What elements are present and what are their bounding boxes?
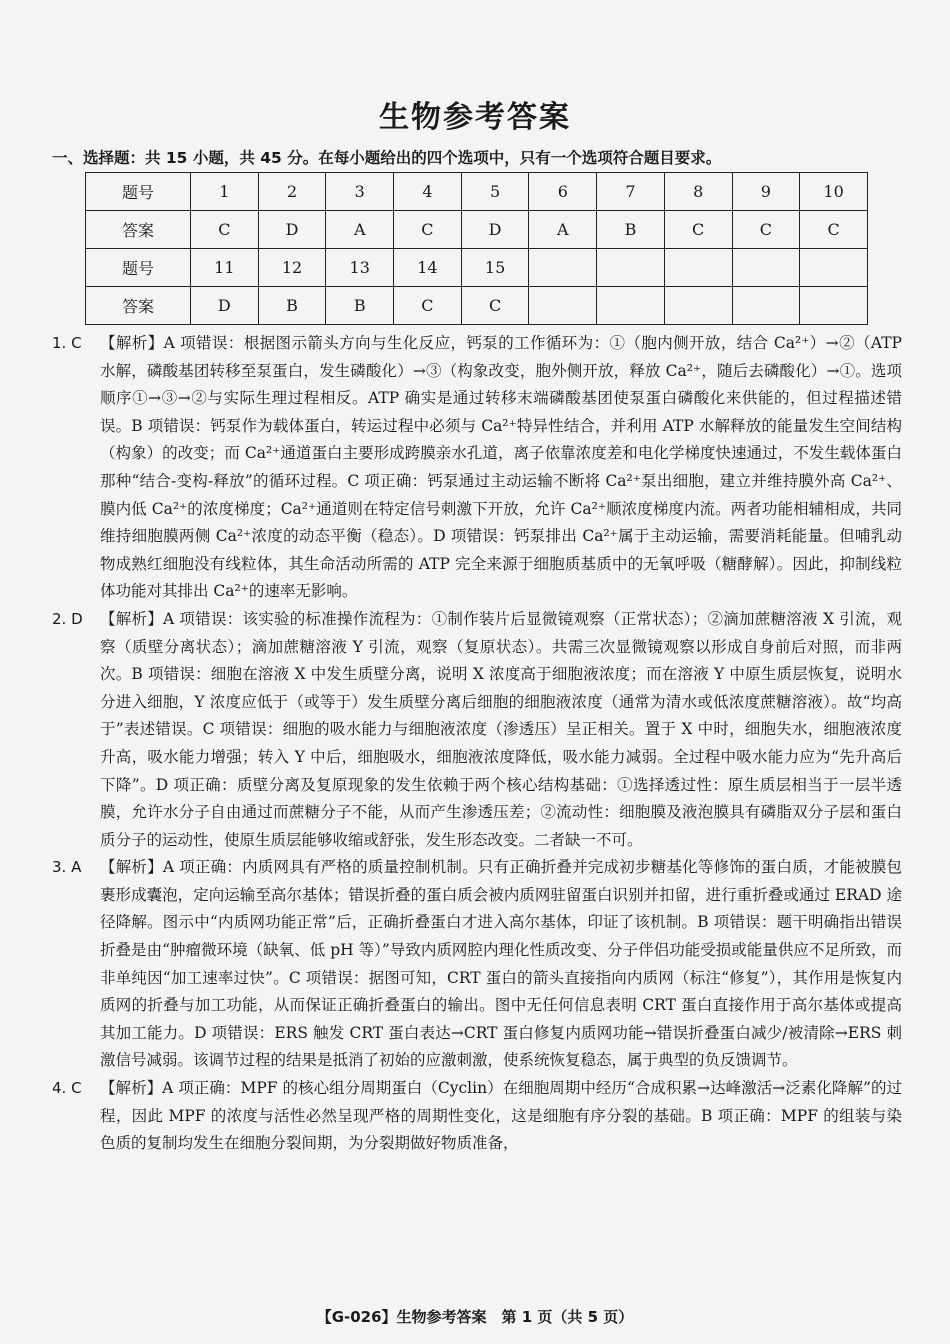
table-cell: 4	[394, 173, 462, 211]
table-cell	[529, 287, 597, 325]
table-cell	[664, 249, 732, 287]
table-cell: 5	[461, 173, 529, 211]
table-cell: 10	[800, 173, 868, 211]
table-cell: 15	[461, 249, 529, 287]
row-header-cell: 答案	[86, 287, 191, 325]
table-cell	[732, 287, 800, 325]
table-cell: 7	[597, 173, 665, 211]
table-cell: 8	[664, 173, 732, 211]
table-cell: 2	[258, 173, 326, 211]
row-header-cell: 题号	[86, 173, 191, 211]
explanation-text: 【解析】A 项错误：该实验的标准操作流程为：①制作装片后显微镜观察（正常状态）；②滴加蔗糖溶液 X 引流，观察（质壁分离状态）；滴加蔗糖溶液 Y 引流，观察（复原状态）。共需三次显微镜观察以形成自身前后对照，而非两次。B 项错误：细胞在溶液 X 中发生质壁分离，说明 X 浓度高于细胞液浓度；而在溶液 Y 中原生质层恢复，说明水分进入细胞，Y 浓度应低于（或等于）发生质壁分离后细胞的细胞液浓度（通常为清水或低浓度蔗糖溶液）。故“均高于”表述错误。C 项错误：细胞的吸水能力与细胞液浓度（渗透压）呈正相关。置于 X 中时，细胞失水，细胞液浓度升高，吸水能力增强；转入 Y 中后，细胞吸水，细胞液浓度降低，吸水能力减弱。全过程中吸水能力应为“先升高后下降”。D 项正确：质壁分离及复原现象的发生依赖于两个核心结构基础：①选择透过性：原生质层相当于一层半透膜，允许水分子自由通过而蔗糖分子不能，从而产生渗透压差；②流动性：细胞膜及液泡膜具有磷脂双分子层和蛋白质分子的运动性，使原生质层能够收缩或舒张，发生形态改变。二者缺一不可。	[100, 609, 902, 849]
explanation-item	[52, 606, 902, 854]
table-cell: 3	[326, 173, 394, 211]
table-cell: D	[191, 287, 259, 325]
question-answer: 3. A	[52, 858, 82, 877]
section-heading: 一、选择题：共 15 小题，共 45 分。在每小题给出的四个选项中，只有一个选项符合题目要求。	[52, 149, 722, 167]
table-cell: C	[191, 211, 259, 249]
table-cell: A	[326, 211, 394, 249]
table-row	[86, 287, 868, 325]
table-cell: 11	[191, 249, 259, 287]
table-cell: 13	[326, 249, 394, 287]
explanation-item	[52, 1075, 902, 1158]
page-title: 生物参考答案	[379, 100, 571, 135]
explanation-item	[52, 854, 902, 1075]
row-header-cell: 答案	[86, 211, 191, 249]
table-cell: 6	[529, 173, 597, 211]
table-cell: C	[394, 287, 462, 325]
explanations	[52, 330, 902, 1158]
explanation-text: 【解析】A 项正确：MPF 的核心组分周期蛋白（Cyclin）在细胞周期中经历“合成积累→达峰激活→泛素化降解”的过程，因此 MPF 的浓度与活性必然呈现严格的周期性变化，这是细胞有序分裂的基础。B 项正确：MPF 的组装与染色质的复制均发生在细胞分裂间期，为分裂期做好物质准备，	[100, 1079, 902, 1153]
table-cell: C	[800, 211, 868, 249]
explanation-text: 【解析】A 项正确：内质网具有严格的质量控制机制。只有正确折叠并完成初步糖基化等修饰的蛋白质，才能被膜包裹形成囊泡，定向运输至高尔基体；错误折叠的蛋白质会被内质网驻留蛋白识别并扣留，进行重折叠或通过 ERAD 途径降解。图示中“内质网功能正常”后，正确折叠蛋白才进入高尔基体，印证了该机制。B 项错误：题干明确指出错误折叠是由“肿瘤微环境（缺氧、低 pH 等）”导致内质网腔内理化性质改变、分子伴侣功能受损或能量供应不足所致，而非单纯因“加工速率过快”。C 项错误：据图可知，CRT 蛋白的箭头直接指向内质网（标注“修复”），其作用是恢复内质网的折叠与加工功能，从而保证正确折叠蛋白的输出。图中无任何信息表明 CRT 蛋白直接作用于高尔基体或提高其加工能力。D 项错误：ERS 触发 CRT 蛋白表达→CRT 蛋白修复内质网功能→错误折叠蛋白减少/被清除→ERS 刺激信号减弱。该调节过程的结果是抵消了初始的应激刺激，使系统恢复稳态，属于典型的负反馈调节。	[100, 858, 902, 1070]
table-row	[86, 173, 868, 211]
table-cell: C	[732, 211, 800, 249]
table-cell: 1	[191, 173, 259, 211]
table-cell	[800, 287, 868, 325]
question-answer: 1. C	[52, 334, 82, 352]
table-cell	[664, 287, 732, 325]
table-cell: B	[597, 211, 665, 249]
table-cell: D	[258, 211, 326, 249]
page-footer: 【G-026】生物参考答案 第 1 页（共 5 页）	[316, 1308, 634, 1326]
table-cell: C	[461, 287, 529, 325]
table-cell: A	[529, 211, 597, 249]
answer-table	[85, 172, 868, 325]
table-cell: B	[326, 287, 394, 325]
table-cell: 14	[394, 249, 462, 287]
table-cell: 9	[732, 173, 800, 211]
table-cell: B	[258, 287, 326, 325]
explanation-item	[52, 330, 902, 606]
table-cell: D	[461, 211, 529, 249]
table-row	[86, 211, 868, 249]
table-cell: 12	[258, 249, 326, 287]
question-answer: 4. C	[52, 1079, 82, 1098]
row-header-cell: 题号	[86, 249, 191, 287]
table-cell	[800, 249, 868, 287]
table-row	[86, 249, 868, 287]
question-answer: 2. D	[52, 609, 83, 628]
table-cell	[597, 287, 665, 325]
table-cell	[529, 249, 597, 287]
explanation-text: 【解析】A 项错误：根据图示箭头方向与生化反应，钙泵的工作循环为：①（胞内侧开放，结合 Ca²⁺）→②（ATP 水解，磷酸基团转移至泵蛋白，发生磷酸化）→③（构象改变，胞外侧开放，释放 Ca²⁺，随后去磷酸化）→①。选项顺序①→③→②与实际生理过程相反。ATP 确实是通过转移末端磷酸基团使泵蛋白磷酸化来供能的，但过程描述错误。B 项错误：钙泵作为载体蛋白，转运过程中必须与 Ca²⁺特异性结合，并利用 ATP 水解释放的能量发生空间结构（构象）的改变；而 Ca²⁺通道蛋白主要形成跨膜亲水孔道，离子依靠浓度差和电化学梯度快速通过，不发生载体蛋白那种“结合-变构-释放”的循环过程。C 项正确：钙泵通过主动运输不断将 Ca²⁺泵出细胞，建立并维持膜外高 Ca²⁺、膜内低 Ca²⁺的浓度梯度；Ca²⁺通道则在特定信号刺激下开放，允许 Ca²⁺顺浓度梯度内流。两者功能相辅相成，共同维持细胞膜两侧 Ca²⁺浓度的动态平衡（稳态）。D 项错误：钙泵排出 Ca²⁺属于主动运输，需要消耗能量。但哺乳动物成熟红细胞没有线粒体，其生命活动所需的 ATP 完全来源于细胞质基质中的无氧呼吸（糖酵解）。因此，抑制线粒体功能对其排出 Ca²⁺的速率无影响。	[100, 334, 902, 601]
table-cell: C	[394, 211, 462, 249]
table-cell	[732, 249, 800, 287]
table-cell	[597, 249, 665, 287]
table-cell: C	[664, 211, 732, 249]
